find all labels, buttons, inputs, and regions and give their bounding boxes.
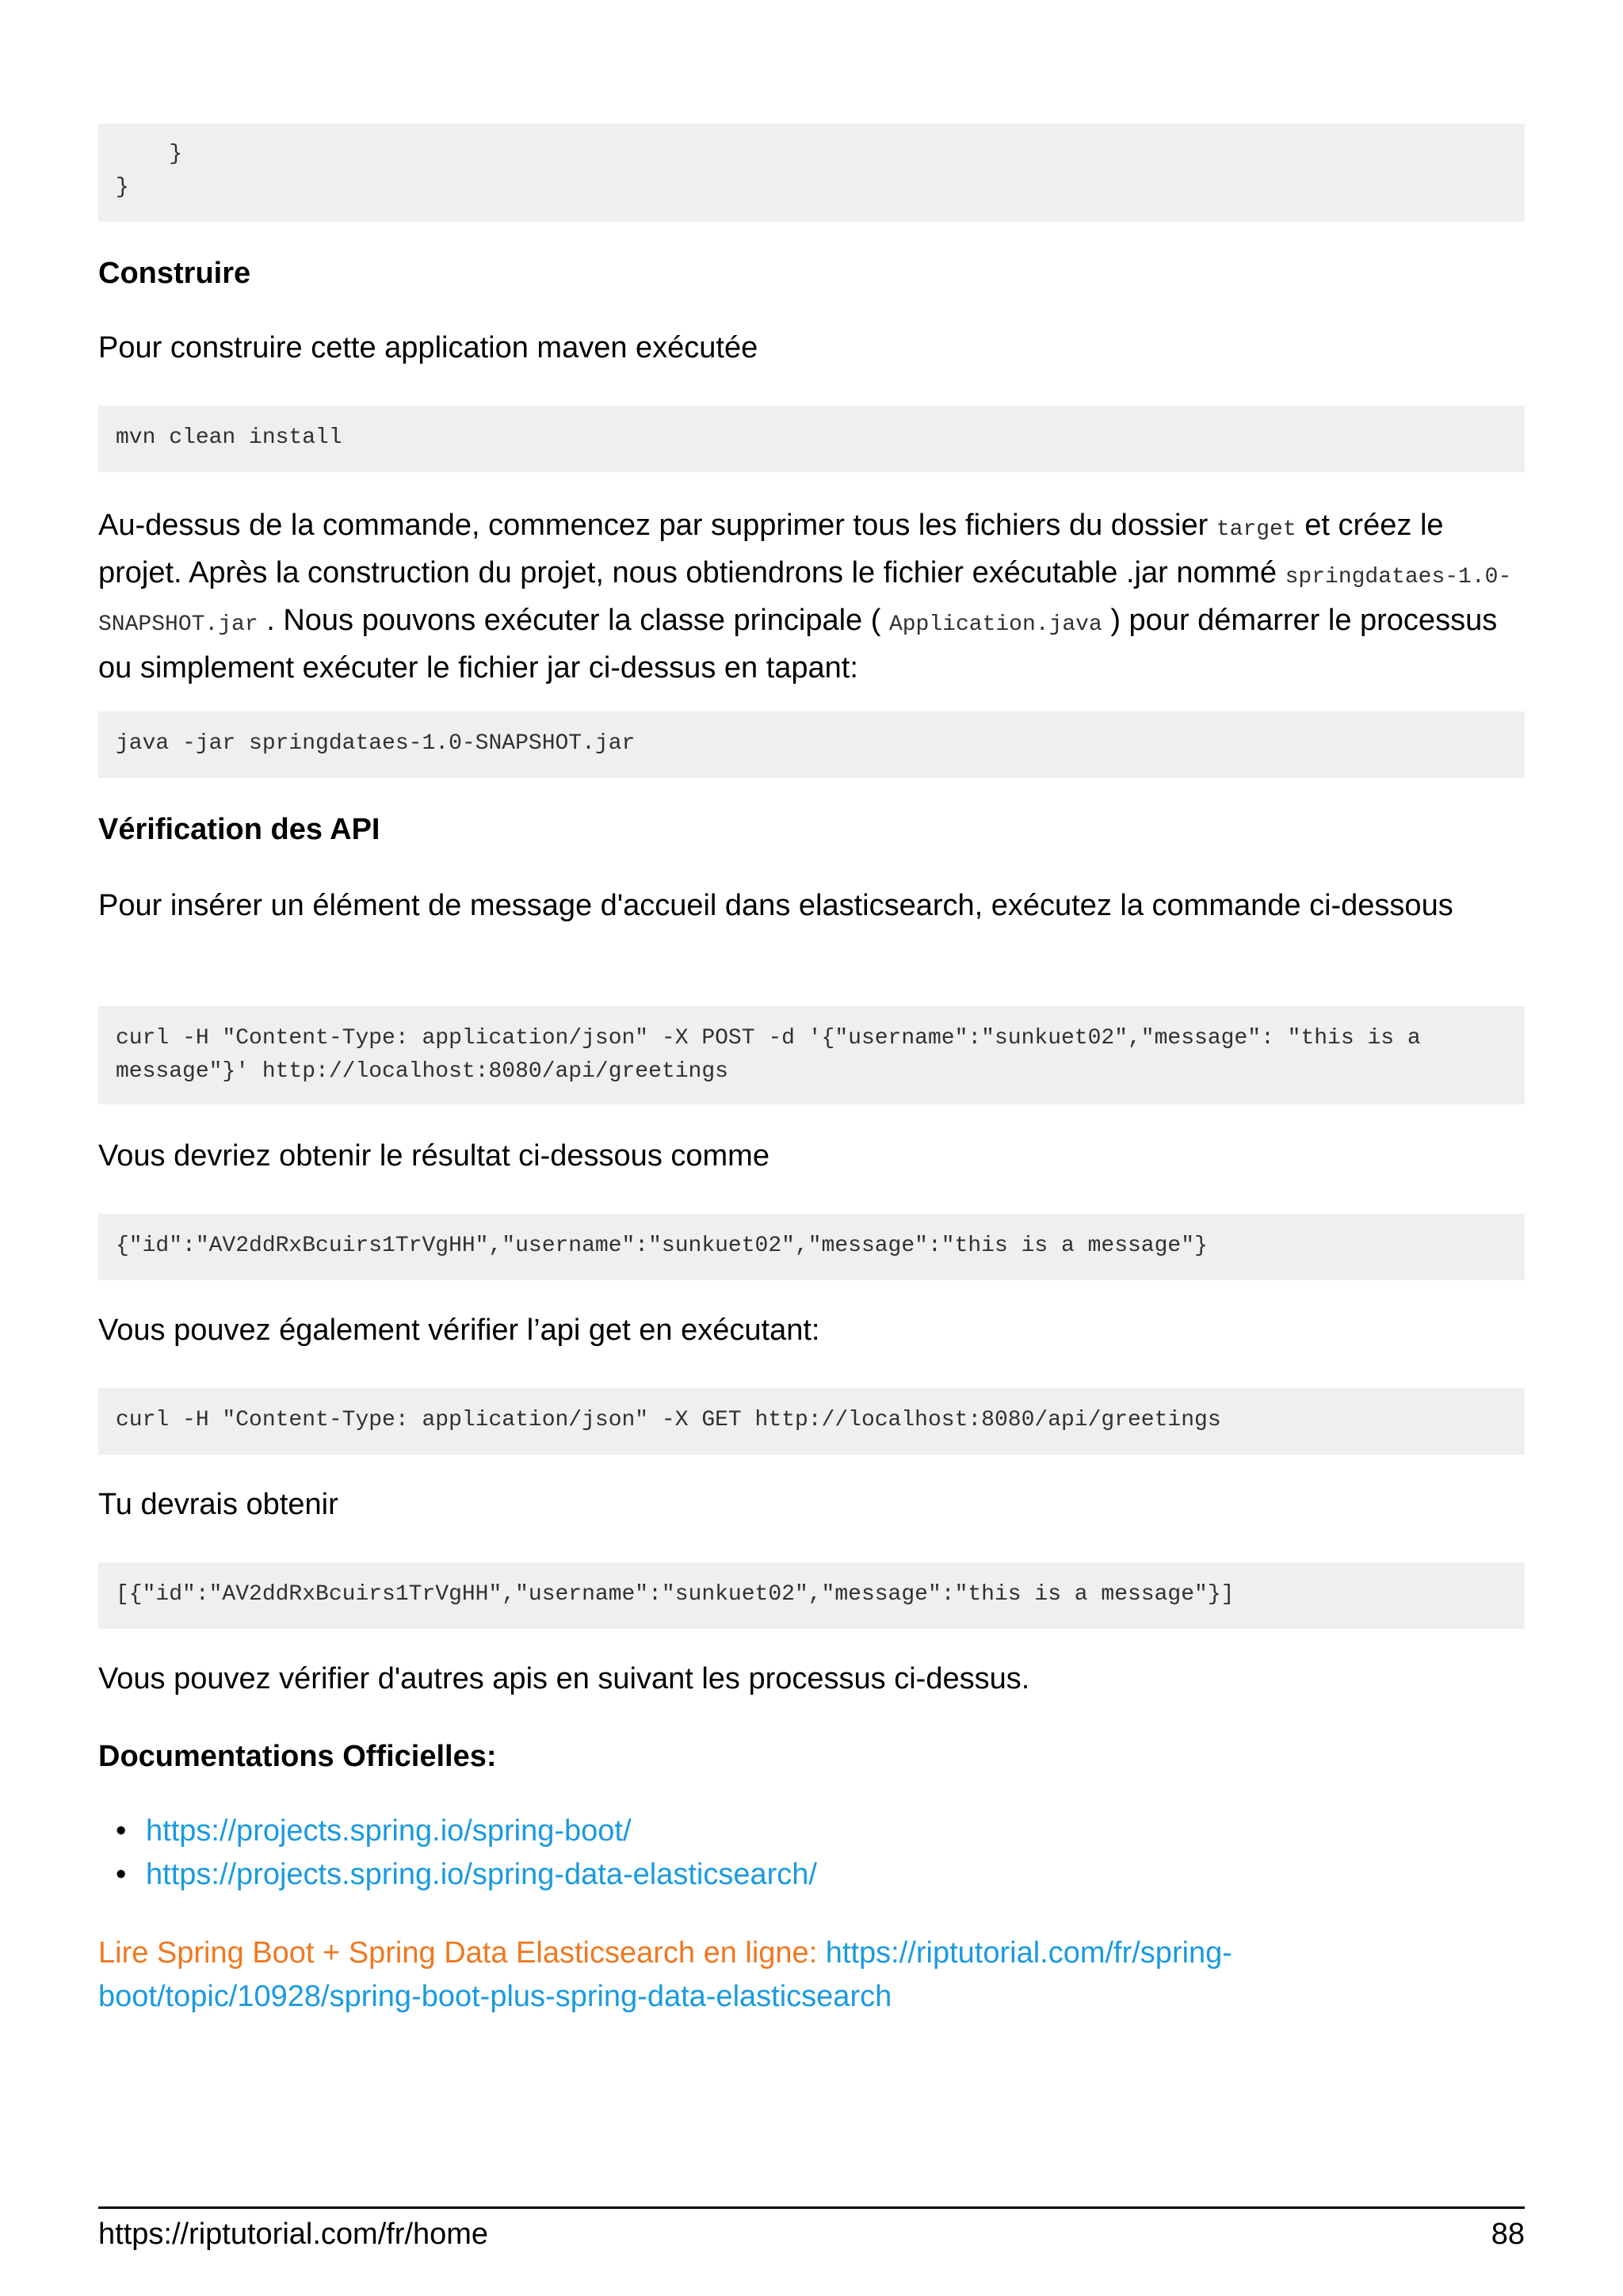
code-block-java-jar: java -jar springdataes-1.0-SNAPSHOT.jar [98, 711, 1525, 778]
list-item [116, 1810, 1525, 1853]
docs-link-list [98, 1810, 1525, 1897]
verification-other-apis: Vous pouvez vérifier d'autres apis en suivant les processus ci-dessus. [98, 1662, 1030, 1695]
code-block-get-result: [{"id":"AV2ddRxBcuirs1TrVgHH","username":"sunkuet02","message":"this is a message"}] [98, 1562, 1525, 1629]
construire-intro: Pour construire cette application maven exécutée [98, 331, 758, 364]
section-heading-verification: Vérification des API [98, 813, 380, 846]
inline-code-application-java: Application.java [888, 612, 1102, 637]
desc-text-4: ) pour démarrer le processus ou simplement exécuter le fichier jar ci-dessus en tapant: [98, 604, 1498, 685]
read-online-link[interactable]: https://riptutorial.com/fr/spring-boot/topic/10928/spring-boot-plus-spring-data-elasticsearch [98, 1936, 1232, 2013]
section-heading-docs: Documentations Officielles: [98, 1740, 497, 1773]
list-item [116, 1853, 1525, 1897]
construire-description [98, 504, 1525, 690]
verification-get-result-intro: Tu devrais obtenir [98, 1488, 338, 1521]
desc-text-1: Au-dessus de la commande, commencez par supprimer tous les fichiers du dossier [98, 509, 1216, 542]
inline-code-target: target [1216, 517, 1296, 542]
verification-result-intro: Vous devriez obtenir le résultat ci-dessous comme [98, 1139, 769, 1173]
footer-url: https://riptutorial.com/fr/home [98, 2218, 489, 2251]
code-block-closing-braces: } } [98, 124, 1525, 222]
read-online-label: Lire Spring Boot + Spring Data Elasticsearch en ligne: [98, 1936, 826, 1970]
inline-code-jar-name: springdataes-1.0-SNAPSHOT.jar [98, 565, 1512, 637]
code-block-mvn: mvn clean install [98, 406, 1525, 472]
footer-divider [98, 2206, 1525, 2209]
verification-get-intro: Vous pouvez également vérifier l’api get en exécutant: [98, 1314, 820, 1347]
code-block-curl-post: curl -H "Content-Type: application/json" -X POST -d '{"username":"sunkuet02","message": "this is a message"}' http://localhost:8080/api/greetings [98, 1006, 1525, 1104]
bullet-icon: • [116, 1814, 127, 1848]
code-block-post-result: {"id":"AV2ddRxBcuirs1TrVgHH","username":"sunkuet02","message":"this is a message"} [98, 1214, 1525, 1280]
code-block-curl-get: curl -H "Content-Type: application/json" -X GET http://localhost:8080/api/greetings [98, 1388, 1525, 1455]
verification-insert-intro: Pour insérer un élément de message d'accueil dans elasticsearch, exécutez la commande ci-dessous [98, 889, 1453, 922]
section-heading-construire: Construire [98, 257, 251, 290]
link-spring-data-elasticsearch[interactable]: https://projects.spring.io/spring-data-elasticsearch/ [146, 1858, 817, 1891]
desc-text-2: et créez le projet. Après la construction du projet, nous obtiendrons le fichier exécutable .jar nommé [98, 509, 1444, 589]
read-online [98, 1932, 1461, 2019]
link-spring-boot[interactable]: https://projects.spring.io/spring-boot/ [146, 1814, 632, 1848]
bullet-icon: • [116, 1858, 127, 1891]
page-number: 88 [1491, 2218, 1525, 2251]
desc-text-3: . Nous pouvons exécuter la classe principale ( [258, 604, 889, 637]
